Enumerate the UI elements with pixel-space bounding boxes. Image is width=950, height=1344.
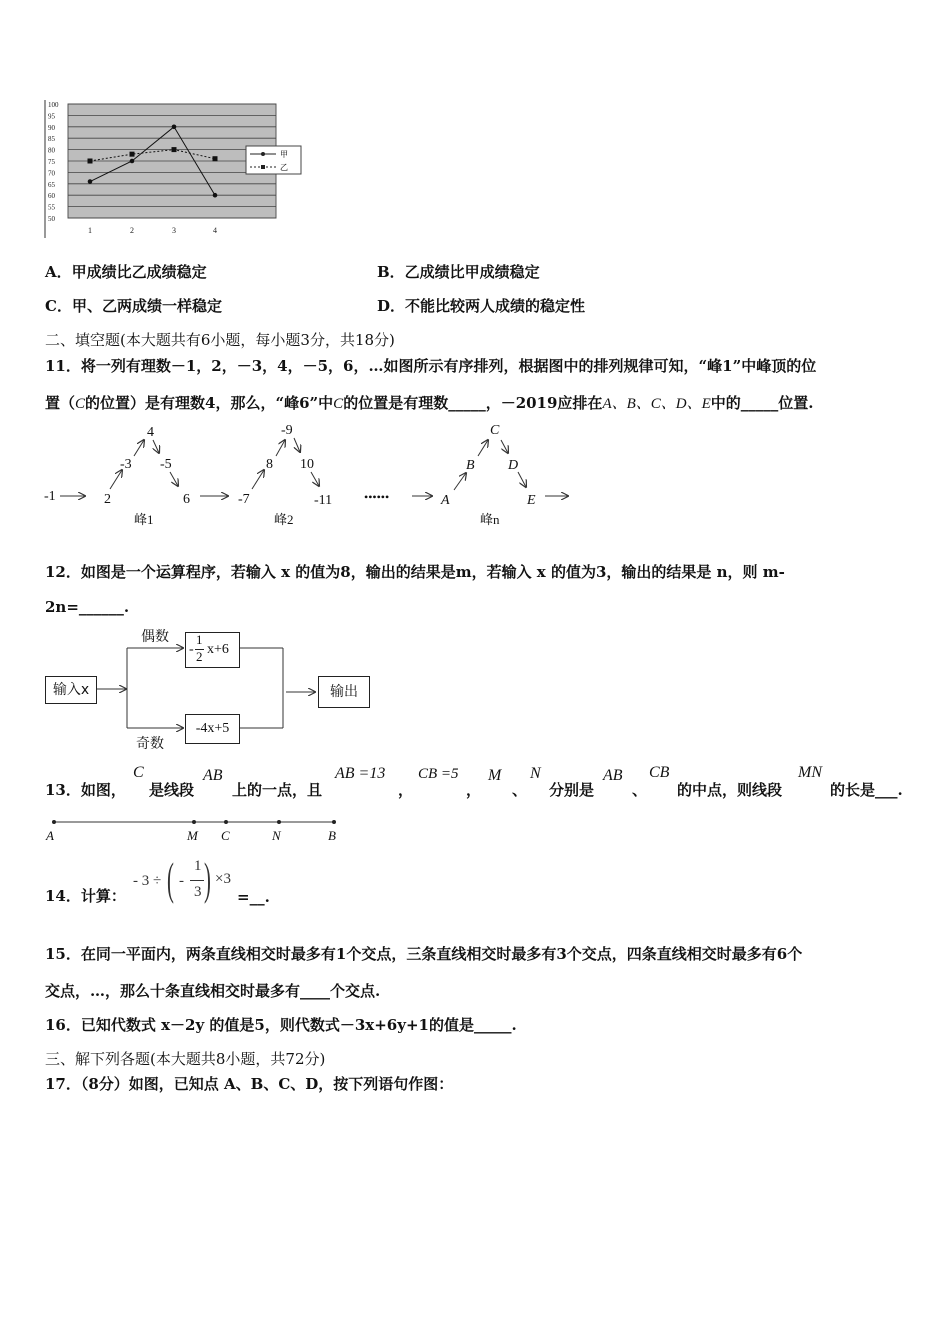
q13-t1: 是线段 bbox=[149, 781, 195, 799]
point-c: C bbox=[221, 828, 230, 843]
chart-xtick-label: 2 bbox=[130, 226, 134, 235]
q13-num: 13．如图， bbox=[45, 781, 126, 799]
option-d: D．不能比较两人成绩的稳定性 bbox=[377, 297, 586, 315]
q13-t4: 的中点，则线段 bbox=[677, 781, 783, 799]
legend-label-jia: 甲 bbox=[280, 150, 288, 159]
q13-sep1: 、 bbox=[512, 781, 528, 799]
num--3: -3 bbox=[120, 457, 132, 472]
q13-mn: MN bbox=[798, 764, 822, 781]
q13-t5: 的长是___. bbox=[830, 781, 903, 799]
chart-legend bbox=[246, 146, 301, 174]
q13-ab2: AB bbox=[603, 767, 623, 784]
chart-point bbox=[88, 159, 93, 164]
q14-expression: - 3 ÷ ( - 1 3 ) ×3 bbox=[133, 853, 231, 904]
chart-xtick-label: 3 bbox=[172, 226, 176, 235]
chart-ytick-label: 75 bbox=[48, 158, 55, 166]
num--11: -11 bbox=[314, 493, 333, 508]
q13-sep2: 、 bbox=[632, 781, 648, 799]
q16: 16．已知代数式 x－2y 的值是5，则代数式－3x+6y+1的值是_____. bbox=[45, 1016, 517, 1034]
q14-tail: =__. bbox=[237, 888, 270, 906]
num-2: 2 bbox=[104, 492, 111, 507]
num-8: 8 bbox=[266, 457, 273, 472]
chart-point bbox=[172, 125, 177, 130]
q13-cb: CB bbox=[649, 764, 670, 781]
chart-xtick-label: 4 bbox=[213, 226, 217, 235]
pos-a: A bbox=[441, 493, 450, 508]
q15-line2: 交点，…，那么十条直线相交时最多有____个交点. bbox=[45, 982, 381, 1000]
point-a: A bbox=[46, 828, 54, 843]
odd-label: 奇数 bbox=[136, 736, 164, 752]
chart-ytick-label: 70 bbox=[48, 169, 55, 178]
chart-point bbox=[130, 159, 135, 164]
point-m: M bbox=[187, 828, 198, 843]
q14-label: 14．计算： bbox=[45, 887, 126, 905]
num--5: -5 bbox=[160, 457, 172, 472]
even-label: 偶数 bbox=[141, 629, 169, 645]
chart-ytick-label: 50 bbox=[48, 215, 55, 223]
pos-b: B bbox=[466, 458, 475, 473]
num-6: 6 bbox=[183, 492, 190, 507]
chart-ytick-label: 60 bbox=[48, 192, 55, 201]
pos-e: E bbox=[527, 493, 536, 508]
q12-line2: 2n=______. bbox=[45, 598, 130, 616]
peak-1-label: 峰1 bbox=[134, 512, 154, 527]
point-b: B bbox=[328, 828, 336, 843]
chart-xtick-label: 1 bbox=[88, 226, 92, 235]
input-box: 输入x bbox=[45, 676, 97, 704]
num-4: 4 bbox=[147, 425, 154, 440]
chart-point bbox=[172, 147, 177, 152]
q15-line1: 15．在同一平面内，两条直线相交时最多有1个交点，三条直线相交时最多有3个交点，四条直线相交时最多有6个 bbox=[45, 945, 803, 963]
chart-point bbox=[213, 156, 218, 161]
chart-ytick-label: 100 bbox=[48, 101, 59, 109]
num-10: 10 bbox=[300, 457, 314, 472]
pos-d: D bbox=[508, 458, 519, 473]
even-expression-box: - 1 2 x+6 bbox=[185, 632, 240, 668]
section-2-heading: 二、填空题(本大题共有6小题，每小题3分，共18分) bbox=[45, 331, 395, 349]
peak-2-label: 峰2 bbox=[274, 512, 294, 527]
q17: 17．（8分）如图，已知点 A、B、C、D，按下列语句作图： bbox=[45, 1075, 454, 1093]
score-line-chart bbox=[40, 96, 310, 242]
q13-t3: 分别是 bbox=[549, 781, 595, 799]
section-3-heading: 三、解下列各题(本大题共8小题，共72分) bbox=[45, 1050, 326, 1068]
q11-line2: 置（C的位置）是有理数4，那么，“峰6”中C的位置是有理数_____，－2019应排在A、B、C、D、E中的_____位置. bbox=[45, 394, 814, 412]
chart-ytick-label: 85 bbox=[48, 135, 55, 144]
num--9: -9 bbox=[281, 423, 293, 438]
q13-c: C bbox=[133, 764, 144, 781]
odd-expression-box: -4x+5 bbox=[185, 714, 240, 744]
num--7: -7 bbox=[238, 492, 250, 507]
option-c: C．甲、乙两成绩一样稳定 bbox=[45, 297, 222, 315]
output-box: 输出 bbox=[318, 676, 370, 708]
num--1: -1 bbox=[44, 489, 56, 504]
peaks-diagram bbox=[40, 418, 580, 530]
pos-c: C bbox=[490, 423, 500, 438]
chart-ytick-label: 80 bbox=[48, 146, 55, 155]
q13-eq1: AB =13 bbox=[335, 765, 386, 782]
q13-m: M bbox=[488, 767, 502, 784]
chart-ytick-label: 65 bbox=[48, 180, 55, 189]
q11-line1: 11．将一列有理数－1，2，－3，4，－5，6，…如图所示有序排列，根据图中的排列规律可知，“峰1”中峰顶的位 bbox=[45, 357, 817, 375]
q12-line1: 12．如图是一个运算程序，若输入 x 的值为8，输出的结果是m，若输入 x 的值为3，输出的结果是 n，则 m- bbox=[45, 563, 785, 581]
peak-n-label: 峰n bbox=[480, 512, 500, 527]
option-a: A．甲成绩比乙成绩稳定 bbox=[45, 263, 207, 281]
legend-label-yi: 乙 bbox=[280, 163, 288, 172]
chart-point bbox=[88, 179, 93, 184]
q13-t2: 上的一点，且 bbox=[232, 781, 323, 799]
continuation-dots: •••••• bbox=[364, 490, 390, 504]
q13-n: N bbox=[530, 765, 541, 782]
chart-ytick-label: 55 bbox=[48, 203, 55, 212]
point-n: N bbox=[272, 828, 281, 843]
chart-ytick-label: 90 bbox=[48, 123, 55, 132]
chart-point bbox=[130, 152, 135, 157]
chart-point bbox=[213, 193, 218, 198]
q13-comma2: ， bbox=[466, 781, 482, 799]
chart-ytick-label: 95 bbox=[48, 112, 55, 121]
q13-ab: AB bbox=[203, 767, 223, 784]
q13-comma1: ， bbox=[398, 781, 414, 799]
segment-diagram bbox=[40, 812, 350, 846]
option-b: B．乙成绩比甲成绩稳定 bbox=[377, 263, 540, 281]
q13-eq2: CB =5 bbox=[418, 766, 459, 782]
